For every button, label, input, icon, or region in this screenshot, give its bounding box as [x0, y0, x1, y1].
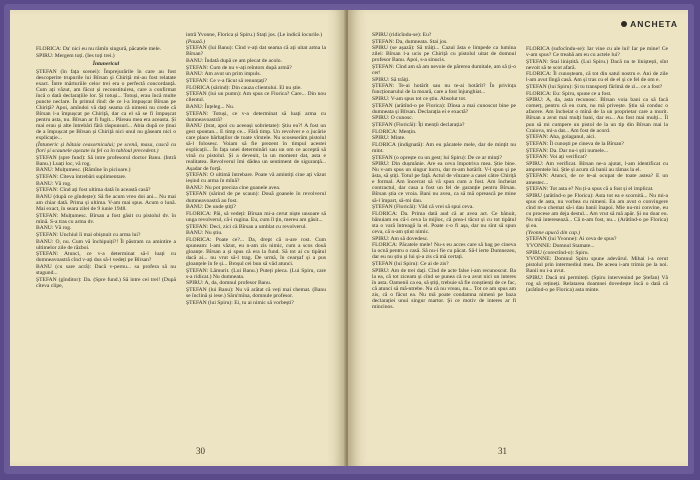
dialogue-line: FLORICA: Mențin.	[372, 128, 417, 135]
dialogue-line: ȘTEFAN: Da. Dar nu-i știi numele...	[526, 147, 609, 154]
stage-direction: (Pauză.)	[186, 38, 206, 45]
dialogue-line: SPIRU: Minte.	[372, 135, 406, 142]
dialogue-line: SPIRU: Din dușmănie. Are ea ceva împotriva mea. Știe bine. Nu v-am spus un singur lucru, dar m-am hotărît. V-l spun și pe ăsta, să știți. Totul pe față. Actul de vînzare a casei către Chiriță e formal. Am încercat să vă spun cum a fost. Am încheiat contractul, dar casa a fost un fel de garanție pentru Bîrsan. Bîrsan știa ce vroia. Bani nu avea, ca să mă oprească pe mine să-l împart, să-mi dau.	[372, 161, 516, 204]
dialogue-line: SPIRU (se așază): Să trăiți... Cazul ăsta e limpede ca lumina zilei: Bîrsan l-a ucis pe Chiriță cu pistolul uitat de domnul profesor Banu. Apoi, s-a sinucis.	[372, 45, 516, 64]
dialogue-line: ȘTEFAN: Stai liniștită. (Lui Spiru.) Dacă nu te liniștești, sînt nevoit să te scot afară.	[526, 58, 668, 71]
dialogue-line: ȘTEFAN (în fața scenei): Împrejurările în care au fost descoperite trupurile lui Bîrsan și Chiriță mi-au fost relatate exact. Între mărturiile celor trei era o perfectă concordanță. Cum ați văzut, am făcut și reconstituirea, care a confirmat încă o dată declarațiile lor. Și totuși... Totuși, erau încă multe puncte neclare. În primul rînd: de ce l-a împușcat Bîrsan pe Chiriță? Apoi, amîndoi vă dați seama că nimeni nu crede că Bîrsan l-a împușcat pe Chiriță, dar ca el să se fi împușcat pentru asta, nu. Bîrsan ar fi fugit... Păreau mea era aceasta. Și mai erau și alte întrebări fără răspunsuri... Abia după ce ținui de a împușcat pe Bîrsan și Chiriță nici unul nu găseam nici o explicație...	[36, 68, 176, 142]
dialogue-line: SPIRU (ridicîndu-se): Eu?	[372, 32, 432, 38]
left-page-column-1	[36, 46, 176, 440]
dialogue-line: SPIRU: A, da, domnul profesor Banu.	[186, 280, 272, 287]
dialogue-line: BANU: Vă rog.	[36, 225, 72, 232]
dialogue-line: FLORICA: Da' nici eu nu rămîn singură, păcatele mele.	[36, 46, 161, 52]
dialogue-line: BANU: Îndată după ce am plecat de acolo.	[186, 57, 282, 64]
dialogue-line: ȘTEFAN: Mulțumesc. Bîrsan a fost găsit cu pistolul dv. în mînă. S-a tras cu arma dv.	[36, 212, 176, 225]
running-header	[621, 19, 678, 29]
dialogue-line: ȘTEFAN: Tot asta e? Nu ți-a spus că a fost și el implicat.	[526, 186, 654, 193]
dialogue-line: BANU: Am avut un prim impuls.	[186, 71, 261, 78]
dialogue-line: FLORICA: Îl cunoșteam, că tot din satul nostru e. Ani de zile l-am avut lîngă casă. Am și tras cu el de el și ce fel de om e.	[526, 71, 668, 84]
dialogue-line: SPIRU: A, da, asta recunosc. Bîrsan voia bani ca să facă comerț, pentru că eu cum, nu mă privește. Știu să conduc o afacere. Am încheiat o mînă de la un proprietar care a murit. Bîrsan a avut mai mulți bani, dar eu... Au fost mai mulți... Îl pun să mi cumpere un pistol de la un tip din Bîrsan mai la Craiova, mi-a dat... Am fost de acord.	[526, 97, 668, 134]
dialogue-line: ȘTEFAN: Ce v-a făcut să renunțați?	[186, 77, 267, 84]
dialogue-line: ȘTEFAN: Cîteva întrebări suplimentare.	[36, 173, 127, 180]
dialogue-line: ȘTEFAN (arătînd-o pe Florica): Dînsa a mai cunoscut bine pe dumneata și Bîrsan. Declarația ei e exactă?	[372, 102, 516, 115]
stage-direction: (Întuneric și bătaia ceasornicului; pe scenă, masa, cască cu flori și scaunele așezate la fel ca în tabloul precedent.)	[36, 141, 176, 154]
dialogue-line: ȘTEFAN (lui un pumn): Am spus ce Florica? Care... Din nou clientul.	[186, 91, 326, 104]
dialogue-line: FLORICA: Păi, să vedeți: Bîrsan mi-a cerut niște unsoare să unga revolverul, că-i rugina. Eu, cum îl țin, mereu am găsit...	[186, 210, 326, 223]
dialogue-line: ȘTEFAN (lui Spiru): Ei, tu ai nimic să vorbești?	[186, 299, 294, 306]
dialogue-line: FLORICA: Da. Prima dată aud că ar avea act. Ce bănuit, bănuiam eu că-i ceva la mijloc, că prea-i tăcut și cu tot tipătul sta o vară întreagă la el. Poate c-o fi așa, dar nu sînt să spun ceva, că n-am știut nimic.	[372, 210, 516, 235]
dialogue-line: ȘTEFAN: Aha, golaganul, aici.	[526, 134, 596, 141]
dialogue-line: BANU: Înțeleg... Nu.	[186, 103, 235, 110]
right-page-column-2	[526, 46, 668, 440]
dialogue-line: ȘTEFAN: Totuși, ce v-a determinat să luați arma cu dumneavoastră?	[186, 110, 326, 123]
dialogue-line: ȘTEFAN (Floricăi): Îți menții declarația?	[372, 122, 465, 128]
dialogue-line: ȘTEFAN (Floricăi): Văd că vrei să spui ceva.	[372, 204, 474, 211]
dialogue-line: FLORICA: Păcatele mele! Nu-s eu acces care să bag pe cineva la ocnă pentru o casă. Să nu-i fie cu păcat. Să-l ierte Dumnezeu, dar eu nu știu și lui și-a zis că mă certați.	[372, 242, 516, 261]
dialogue-line: ȘTEFAN (lui Banu): Nu vă arătat că veți mai chemat. (Banu se înclină și iese.) Săru'mîna, domnule profesor.	[186, 286, 326, 299]
book-spread	[4, 4, 694, 474]
dialogue-line: FLORICA (indignată): Am eu păcatele mele, dar de mințit nu mint.	[372, 141, 516, 154]
left-page-column-2	[186, 32, 326, 440]
dialogue-line: BANU: De unde știți?	[186, 204, 236, 211]
right-page-number: 31	[498, 446, 507, 456]
bullet-icon	[621, 21, 627, 27]
dialogue-line: ȘTEFAN: Cînd ați fost ultima dată în această casă?	[36, 187, 151, 194]
dialogue-line: ȘTEFAN (lui Spiru): Și tu transporți fărîmă de zi... ce a fost?	[526, 84, 663, 91]
dialogue-line: BANU (cu sare acră): Dacă v-pernu... sa profera să nu stagund...	[36, 263, 176, 276]
left-page	[10, 10, 346, 466]
dialogue-line: ȘTEFAN (lui Banu): Cînd v-ați dat seama că ați uitat arma la Bîrsan?	[186, 45, 326, 58]
dialogue-line: SPIRU: O cunosc.	[372, 115, 414, 122]
dialogue-line: SPIRU: Am să dovedesc.	[372, 235, 429, 242]
dialogue-line: BANU: Nu pot preciza cine goanele avea.	[186, 184, 281, 191]
dialogue-line: ȘTEFAN (spre fund): Să intre profesorul doctor Banu. (Intră Banu.) Luați loc, vă rog.	[36, 154, 176, 167]
right-page	[348, 10, 688, 466]
dialogue-line: BANU: Mulțumesc. (Rămîne în picioare.)	[36, 167, 131, 174]
dialogue-line: BANU (brat, apoi cu aceeași sobrietate): Știu eu?! A fost un gest spontan... E timp ce... Fără timp. Un revolver e o jucărie care place bărbaților de toate vîrstele. Nu scoseserăm pistolul să-l folosesc. Voiam să fie prezent în timpul acestei explicații... În fața unei determinări sau un om ce acceptă să vină cu pistolul. Și a devenit, la un moment dat, asta e realitatea. Revolverul îmi dădea un sentiment de siguranță... Așadar de forță.	[186, 123, 326, 172]
dialogue-line: ȘTEFAN: Da, dumneata. Stai jos.	[372, 38, 448, 45]
running-header-title: ANCHETA	[630, 19, 678, 29]
dialogue-line: ȘTEFAN (lui Spiru): Ce ai de zis?	[372, 260, 449, 267]
dialogue-line: ȘTEFAN (o oprește cu un gest; lui Spiru): De ce ar minți?	[372, 154, 502, 161]
dialogue-line: BANU: Vă rog.	[36, 180, 72, 187]
dialogue-line: ȘTEFAN: Cum de nu v-ați reîntors după armă?	[186, 64, 292, 71]
dialogue-line: SPIRU: Dacă mi permiteți. (Spiru intervenind pe Ștefan) Vă rog să rețineți. Relatarea doamnei dovedește încă o dată că (arătînd-o pe Florica) asta minte.	[526, 274, 668, 294]
dialogue-line: SPIRU (arătînd-o pe Florica): Asta tot ea e scornită... Nu mi-a spus de asta, nu vorbea cu nimeni. Eu am avut o convingere cînd m-a chemat să-i dau banii înapoi. Mie nu-mi convine, eu cu procese am deja destul... Am vrut să mă apăr. Și nu doar eu. Nu mă interesează... Că n-am fost, nu... (Arătînd-o pe Florica) și ea.	[526, 192, 668, 230]
dialogue-line: ȘTEFAN: Unchiul îi mai obișnuit cu arma lui?	[36, 231, 141, 238]
dialogue-line: ȘTEFAN: O ultimă întrebare. Poate vă amintiți cine ați văzut ieșind cu arma în mînă?	[186, 172, 326, 185]
dialogue-line: SPIRU: Să trăiți.	[372, 76, 410, 83]
dialogue-line: ȘTEFAN (gînditor): Da. (Spre fund.) Să intre cei trei! (După cîteva clipe,	[36, 276, 176, 289]
dialogue-line: SPIRU: Mergem toți. (Ies toți trei.)	[36, 52, 115, 59]
dialogue-line: ȘTEFAN: Deci, zici că Bîrsan a umblat cu revolverul.	[186, 223, 307, 230]
dialogue-line: ȘTEFAN: Lămurit. (Lui Banu.) Puteți pleca. (Lui Spiru, care s-a ridicat.) Nu dumneata.	[186, 267, 326, 280]
right-page-column-1	[372, 32, 516, 440]
left-page-number: 30	[196, 446, 205, 456]
stage-direction: (Yvonne apucă din cap.)	[526, 229, 581, 236]
dialogue-line: FLORICA: Eu: Spiru, spune ce a fost.	[526, 90, 612, 97]
dialogue-line: FLORICA (sârind): Din cauza clientului. El nu știe.	[186, 84, 302, 91]
dialogue-line: ȘTEFAN: Atunci, ce v-a determinat să-l luați cu dumneavoastră cînd v-ați dus să-l vedeți pe Bîrsan?	[36, 251, 176, 264]
dialogue-line: SPIRU: V-am spus tot ce știu. Absolut tot.	[372, 96, 467, 103]
dialogue-line: BANU: O, nu. Cum vă închipuiți?! Îl păstram ca amintire a ultimelor zile de război.	[36, 238, 176, 251]
dialogue-line: ȘTEFAN (lui Yvonne): Ai ceva de spus?	[526, 236, 617, 243]
dialogue-line: ȘTEFAN: Îl cunoști pe cineva de la Bîrsan?	[526, 140, 624, 147]
dialogue-line: FLORICA: Poate ce?... Da, drept că n-are rost. Cum spuneam: l-am văzut, eu n-am zis nimic, cum a scos două gloanțe. Bîrsan a și spus că era la fund. Să tot ai cu tipătul dacă ai... nu vrut să-l trag. De urmă, în cearșaf și a pus gloanțele în fe și... Broșul cei bun să văd atunci.	[186, 236, 326, 267]
dialogue-line: ȘTEFAN: Te-ai hotărît sau nu te-ai hotărît? În privința funcționarului de la moară, care a fost înjunghiat...	[372, 83, 516, 96]
dialogue-line: ȘTEFAN (sărind de pe scaun): Două goanele în revolverul dumneavoastră au fost.	[186, 191, 326, 204]
scene-heading: Întunericul	[92, 60, 120, 67]
dialogue-line: YVONNE: Domnul Spiru spune adevărul. Mihai i-a cerut pistolul prin intermediul meu. De aceea i-am trimis pe la noi. Banii nu i-a avut.	[526, 256, 668, 275]
dialogue-line: intră Yvonne, Florica și Spiru.) Stați jos. (Le indică locurile.)	[186, 32, 323, 38]
dialogue-line: BANU: Nu știu.	[186, 230, 223, 237]
dialogue-line: BANU (după ce gîndește): Să fie acum vreo doi ani... Nu mai am chiar dată. Prima și ultima. V-am mai spus. Acum o lună. Mai exact, în seara zilei de 9 iunie 1948.	[36, 193, 176, 212]
dialogue-line: SPIRU (corectînd-o): Spiru.	[526, 249, 589, 256]
dialogue-line: ȘTEFAN: Voi ați verificat?	[526, 154, 587, 161]
dialogue-line: ȘTEFAN: Atunci, de ce te-ai ocupat de toate astea? E un amestec...	[526, 173, 668, 186]
dialogue-line: SPIRU: Am de trei dați. Cînd de acte false i-am recunoscut. Ba la ea, că tot ziceam și cînd se punea că n-a avut nici un interes în asta. Oamenii ca ea, să știți, trebuie să fie conștienți de ce fac, că atunci să mă-ntrebe. Nu că nu vreau, nu... Tot ce am spus am zis, că o făcut ea. Nu mă poate condamna nimeni pe baza declarației unui singur martor. Și ce motiv de interes ar fi mincinos.	[372, 267, 516, 310]
dialogue-line: FLORICA (sufocîndu-se): Iar vine cu ale lui! Iar pe mine! Ce v-am spus? Ce treabă am eu cu actele lui?	[526, 46, 668, 59]
dialogue-line: ȘTEFAN: Cînd am să am nevoie de părerea dumitale, am să ți-o cer!	[372, 64, 516, 77]
dialogue-line: YVONNE: Domnul Stamate...	[526, 242, 595, 249]
dialogue-line: SPIRU: Am verificat. Bîrsan ne-a ajutat, l-am identificat cu amprentele lui. Știe și acum că banii au rămas la el.	[526, 160, 668, 173]
